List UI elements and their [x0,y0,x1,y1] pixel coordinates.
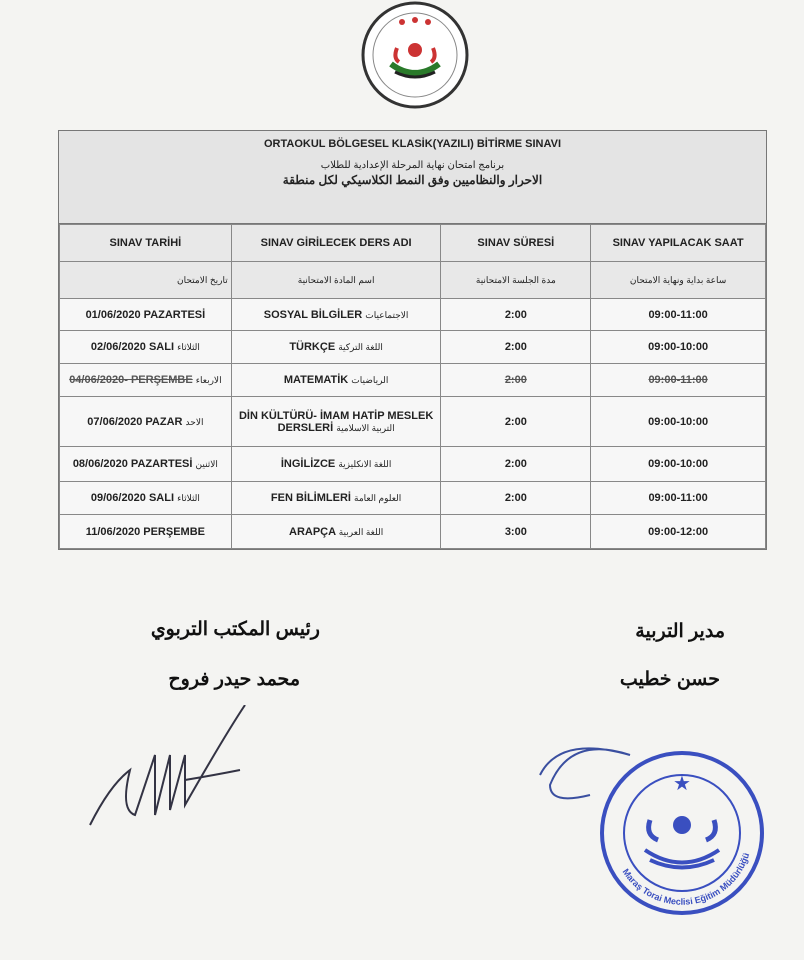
time-range [591,447,766,482]
subject-ar: اللغة الانكليزية [338,459,392,469]
arabic-subtitle-1: برنامج امتحان نهاية المرحلة الإعدادية للطلاب [320,160,505,171]
table-row [60,447,766,482]
svg-text:Maraş Torai Meclisi Eğitim Müd: Maraş Torai Meclisi Eğitim Müdürlüğü [620,851,752,907]
date-text: 02/06/2020 SALI [90,341,175,353]
table-title-box [59,131,766,224]
subject [231,364,441,397]
exam-date [60,331,232,364]
svg-text:★: ★ [673,773,691,795]
time-range [591,331,766,364]
column-header: SINAV GİRİLECEK DERS ADI [231,225,441,262]
subject [231,515,441,549]
subject-ar: اللغة التركية [338,342,383,352]
duration [441,299,591,331]
time-text: 09:00-10:00 [648,458,709,470]
table-row [60,482,766,515]
time-range [591,397,766,447]
date-text: 11/06/2020 PERŞEMBE [85,525,205,538]
table-row [60,299,766,331]
subject-tr: DİN KÜLTÜRÜ- İMAM HATİP MESLEK DERSLERİ [238,409,434,434]
column-header: SINAV YAPILACAK SAAT [591,225,766,262]
table-row [60,331,766,364]
duration-text: 2:00 [504,341,527,353]
time-range [591,364,766,397]
column-header-ar: مدة الجلسة الامتحانية [441,262,591,299]
subject [231,331,441,364]
subject [231,397,441,447]
column-header-ar: ساعة بداية ونهاية الامتحان [591,262,766,299]
subject-ar: اللغة العربية [338,526,384,537]
right-signatory-name: حسن خطيب [619,669,720,690]
duration [441,447,591,482]
date-ar: الاثنين [195,459,218,469]
duration [441,364,591,397]
date-text: 01/06/2020 PAZARTESİ [85,308,206,321]
time-text: 09:00-10:00 [648,341,709,353]
date-text: 08/06/2020 PAZARTESİ [72,458,193,470]
time-text: 09:00-11:00 [648,492,708,504]
subject-tr: ARAPÇA [289,525,336,538]
exam-date [60,299,232,331]
exam-date [60,515,232,549]
time-range [591,482,766,515]
duration-text: 2:00 [504,374,527,386]
subject-tr: FEN BİLİMLERİ [270,492,351,504]
duration-text: 2:00 [504,492,527,504]
duration [441,397,591,447]
exam-date [60,397,232,447]
subject-tr: TÜRKÇE [289,341,336,353]
exam-date [60,364,232,397]
duration-text: 3:00 [504,525,527,538]
right-signatory-title: مدير التربية [635,621,725,642]
subject-tr: SOSYAL BİLGİLER [263,308,363,321]
duration [441,331,591,364]
subject-tr: İNGİLİZCE [280,458,336,470]
date-ar: الاحد [185,416,204,427]
official-stamp [530,725,780,915]
subject-ar: الرياضيات [351,375,389,385]
date-text: 07/06/2020 PAZAR [87,415,183,428]
date-ar: الاربعاء [195,375,222,385]
exam-date [60,447,232,482]
subject [231,447,441,482]
table-row [60,397,766,447]
time-text: 09:00-12:00 [648,525,709,538]
exam-date [60,482,232,515]
time-range [591,515,766,549]
subject-ar: التربية الاسلامية [336,422,395,433]
table-title: ORTAOKUL BÖLGESEL KLASİK(YAZILI) BİTİRME SINAVI [263,138,561,150]
column-header: SINAV TARİHİ [60,225,232,262]
subject-ar: الاجتماعيات [365,309,409,320]
left-signatory-title: رئيس المكتب التربوي [150,619,320,640]
time-text: 09:00-11:00 [648,374,708,386]
left-signature [85,705,265,835]
logo [355,0,475,110]
column-header-ar: تاريخ الامتحان [60,262,232,299]
subject-tr: MATEMATİK [283,374,349,386]
column-header: SINAV SÜRESİ [441,225,591,262]
subject [231,482,441,515]
column-header-ar: اسم المادة الامتحانية [231,262,441,299]
time-text: 09:00-11:00 [648,308,708,321]
table-row [60,515,766,549]
arabic-subtitle-2: الاحرار والنظاميين وفق النمط الكلاسيكي لكل منطقة [282,173,543,187]
left-signatory-name: محمد حيدر فروح [168,669,300,690]
date-text: 09/06/2020 SALI [90,492,175,504]
date-ar: الثلاثاء [177,493,200,503]
duration-text: 2:00 [504,415,527,428]
date-ar: الثلاثاء [177,342,200,352]
time-text: 09:00-10:00 [648,415,709,428]
exam-schedule-table [58,130,767,550]
duration [441,515,591,549]
subject [231,299,441,331]
duration [441,482,591,515]
duration-text: 2:00 [504,308,527,321]
time-range [591,299,766,331]
duration-text: 2:00 [504,458,527,470]
date-text: 04/06/2020- PERŞEMBE [69,374,193,386]
table-row [60,364,766,397]
subject-ar: العلوم العامة [354,493,402,503]
